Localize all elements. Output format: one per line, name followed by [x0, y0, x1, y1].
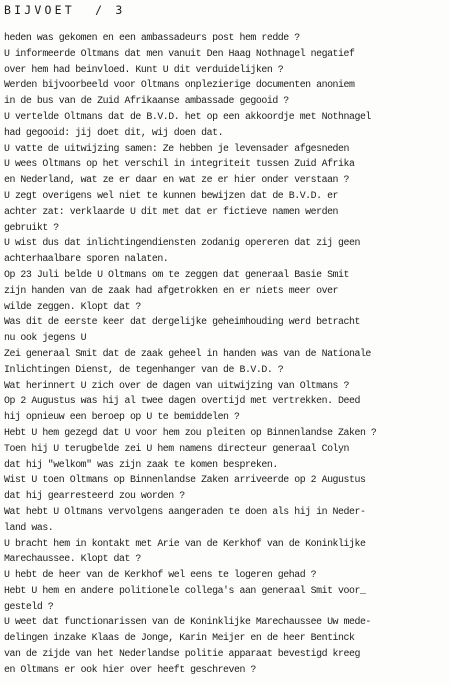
text-line: U weet dat functionarissen van de Koninklijke Marechaussee Uw mede- — [4, 616, 371, 628]
text-line: U bracht hem in kontakt met Arie van de Kerkhof van de Koninklijke — [4, 537, 366, 549]
text-line: U wees Oltmans op het verschil in integriteit tussen Zuid Afrika — [4, 158, 355, 170]
text-line: Op 23 Juli belde U Oltmans om te zeggen dat generaal Basie Smit — [4, 268, 349, 280]
text-line: land was. — [4, 521, 54, 533]
header-separator: / — [95, 3, 106, 17]
text-line: U informeerde Oltmans dat men vanuit Den Haag Nothnagel negatief — [4, 47, 355, 59]
text-line: Was dit de eerste keer dat dergelijke geheimhouding werd betracht — [4, 316, 360, 328]
header-page-number: 3 — [115, 3, 126, 17]
text-line: Hebt U hem gezegd dat U voor hem zou pleiten op Binnenlandse Zaken ? — [4, 426, 377, 438]
text-line: zijn handen van de zaak had afgetrokken en er niets meer over — [4, 284, 339, 296]
text-line: Wat herinnert U zich over de dagen van uitwijzing van Oltmans ? — [4, 379, 349, 391]
text-line: en Oltmans er ook hier over heeft geschreven ? — [4, 663, 256, 675]
text-line: van de zijde van het Nederlandse politie apparaat bevestigd kreeg — [4, 648, 360, 660]
text-line: Wat hebt U Oltmans vervolgens aangeraden te doen als hij in Neder- — [4, 505, 366, 517]
text-line: nu ook jegens U — [4, 332, 87, 344]
page-header — [4, 3, 126, 17]
text-line: hij opnieuw een beroep op U te bemiddelen ? — [4, 411, 240, 423]
text-line: en Nederland, wat ze er daar en wat ze er hier onder verstaan ? — [4, 174, 349, 186]
text-line: had gegooid: jij doet dit, wij doen dat. — [4, 126, 224, 138]
text-line: Werden bijvoorbeeld voor Oltmans onplezierige documenten anoniem — [4, 79, 355, 91]
text-line: dat hij gearresteerd zou worden ? — [4, 490, 185, 502]
text-line: U hebt de heer van de Kerkhof wel eens te logeren gehad ? — [4, 569, 317, 581]
text-line: U zegt overigens wel niet te kunnen bewijzen dat de B.V.D. er — [4, 189, 339, 201]
text-line: achterhaalbare sporen nalaten. — [4, 253, 169, 265]
text-line: in de bus van de Zuid Afrikaanse ambassade gegooid ? — [4, 95, 289, 107]
text-line: Marechaussee. Klopt dat ? — [4, 553, 141, 565]
text-line: Wist U toen Oltmans op Binnenlandse Zaken arriveerde op 2 Augustus — [4, 474, 366, 486]
text-line: U vatte de uitwijzing samen: Ze hebben je levensader afgesneden — [4, 142, 349, 154]
text-line: heden was gekomen en een ambassadeurs post hem redde ? — [4, 32, 300, 43]
text-line: Hebt U hem en andere politionele collega's aan generaal Smit voor_ — [4, 584, 366, 596]
text-line: delingen inzake Klaas de Jonge, Karin Meijer en de heer Bentinck — [4, 632, 355, 644]
text-line: gebruikt ? — [4, 221, 59, 233]
text-line: U vertelde Oltmans dat de B.V.D. het op een akkoordje met Nothnagel — [4, 110, 371, 122]
text-line: Inlichtingen Dienst, de tegenhanger van de B.V.D. ? — [4, 363, 284, 375]
text-line: wilde zeggen. Klopt dat ? — [4, 300, 141, 312]
text-line: U wist dus dat inlichtingendiensten zodanig opereren dat zij geen — [4, 237, 360, 249]
text-line: dat hij "welkom" was zijn zaak te komen bespreken. — [4, 458, 278, 470]
document-body — [4, 30, 450, 678]
text-line: Toen hij U terugbelde zei U hem namens directeur generaal Colyn — [4, 442, 349, 454]
text-line: achter zat: verklaarde U dit met dat er fictieve namen werden — [4, 205, 339, 217]
header-label: BIJVOET — [4, 3, 75, 17]
text-line: Op 2 Augustus was hij al twee dagen overtijd met vertrekken. Deed — [4, 395, 360, 407]
text-line: gesteld ? — [4, 600, 54, 612]
text-line: Zei generaal Smit dat de zaak geheel in handen was van de Nationale — [4, 347, 371, 359]
text-line: over hem had beinvloed. Kunt U dit verduidelijken ? — [4, 63, 284, 75]
